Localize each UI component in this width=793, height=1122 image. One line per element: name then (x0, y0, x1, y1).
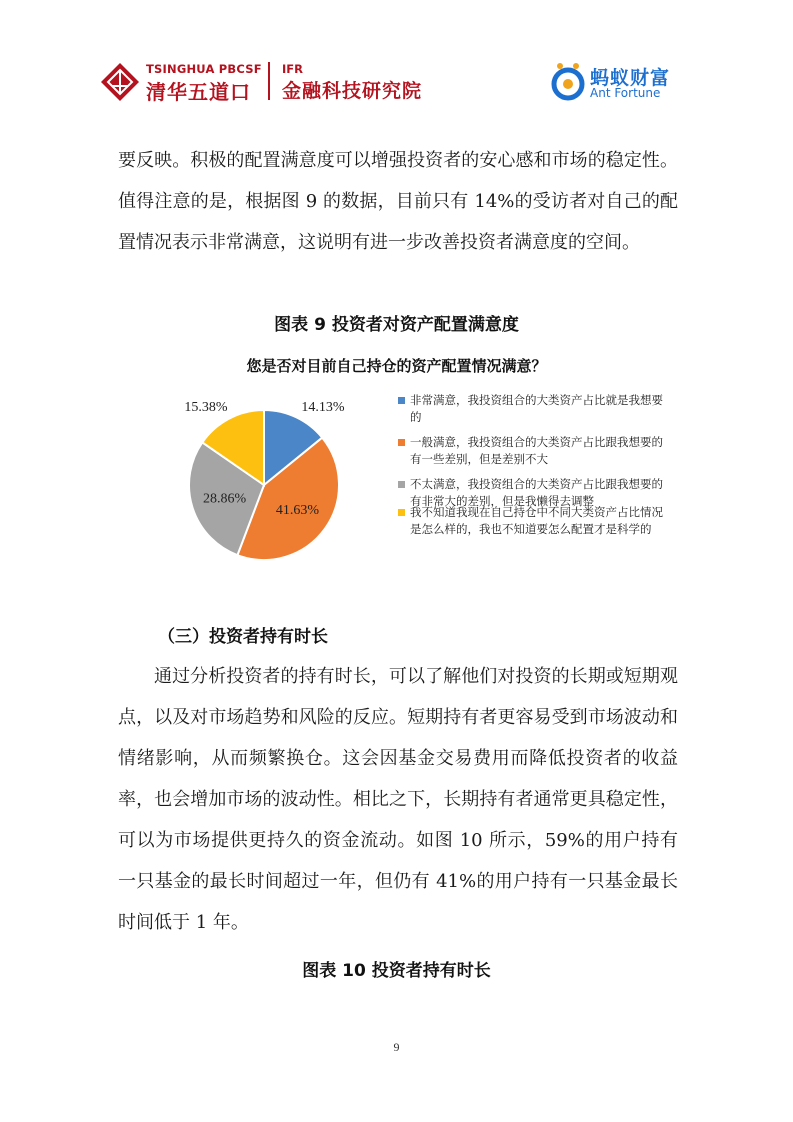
legend-label: 非常满意，我投资组合的大类资产占比就是我想要的 (410, 393, 663, 424)
legend-swatch (398, 397, 405, 404)
tsinghua-emblem-icon (100, 62, 140, 102)
ifr-chinese-name: 金融科技研究院 (282, 80, 423, 102)
page-header (0, 0, 793, 110)
legend-swatch (398, 439, 405, 446)
legend-swatch (398, 481, 405, 488)
section-heading: （三）投资者持有时长 (158, 627, 328, 647)
ant-fortune-icon (548, 60, 588, 102)
body-paragraph-1: 要反映。积极的配置满意度可以增强投资者的安心感和市场的稳定性。值得注意的是，根据图 9 的数据，目前只有 14%的受访者对自己的配置情况表示非常满意，这说明有进一步改善投资者满意度的空间。 (118, 150, 678, 253)
logo-divider (268, 62, 270, 100)
legend-label: 不太满意，我投资组合的大类资产占比跟我想要的有非常大的差别，但是我懒得去调整 (410, 477, 663, 508)
ifr-english-name: IFR (282, 62, 303, 76)
ant-fortune-logo (548, 60, 708, 108)
satisfaction-pie-chart (176, 385, 356, 575)
legend-label: 一般满意，我投资组合的大类资产占比跟我想要的有一些差别，但是差别不大 (410, 435, 663, 466)
pie-value-label-2: 41.63% (275, 503, 320, 519)
ant-fortune-english-name: Ant Fortune (590, 86, 661, 100)
tsinghua-chinese-name: 清华五道口 (146, 80, 251, 104)
chart-title: 您是否对目前自己持仓的资产配置情况满意？ (246, 357, 547, 375)
tsinghua-ifr-logo (100, 60, 440, 108)
pie-value-label-1: 14.13% (301, 400, 345, 415)
tsinghua-english-name: TSINGHUA PBCSF (146, 62, 262, 76)
figure-10-caption: 图表 10 投资者持有时长 (302, 961, 491, 981)
pie-value-label-3: 28.86% (203, 491, 247, 507)
legend-label: 我不知道我现在自己持仓中不同大类资产占比情况是怎么样的，我也不知道要怎么配置才是科学的 (410, 505, 663, 536)
pie-value-label-4: 15.38% (184, 400, 228, 415)
legend-swatch (398, 509, 405, 516)
legend-item-very-satisfied (398, 392, 664, 426)
page-number: 9 (393, 1040, 400, 1054)
legend-item-fairly-satisfied (398, 434, 664, 468)
chart-legend (398, 392, 664, 546)
body-paragraph-2: 通过分析投资者的持有时长，可以了解他们对投资的长期或短期观点，以及对市场趋势和风险的反应。短期持有者更容易受到市场波动和情绪影响，从而频繁换仓。这会因基金交易费用而降低投资者的收益率，也会增加市场的波动性。相比之下，长期持有者通常更具稳定性，可以为市场提供更持久的资金流动。如图 10 所示，59%的用户持有一只基金的最长时间超过一年，但仍有 41%的用户持有一只基金最长时间低于 1 年。 (118, 666, 678, 933)
ant-fortune-chinese-name: 蚂蚁财富 (590, 67, 671, 89)
figure-9-caption: 图表 9 投资者对资产配置满意度 (274, 315, 519, 335)
legend-item-dont-know (398, 504, 664, 538)
